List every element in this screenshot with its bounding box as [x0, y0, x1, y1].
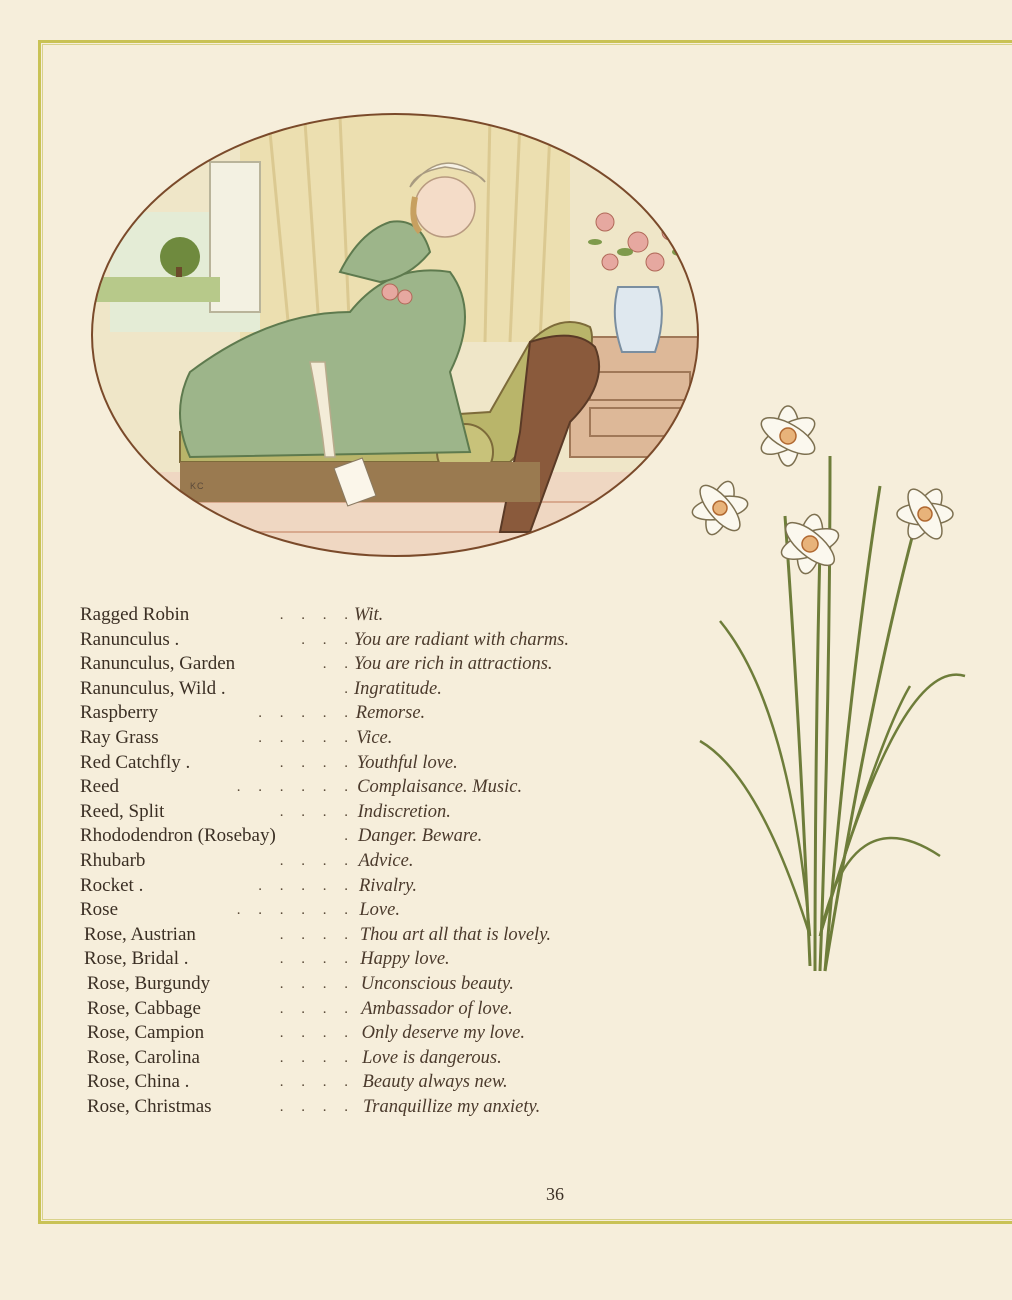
flower-meaning: Unconscious beauty. — [360, 973, 514, 994]
flower-name: Ranunculus, Garden — [80, 653, 236, 675]
dot-leaders: . . . . — [279, 1049, 348, 1066]
list-item — [80, 1095, 680, 1120]
list-item — [80, 701, 680, 726]
flower-name: Red Catchfly . — [80, 751, 191, 773]
list-item — [80, 947, 680, 972]
flower-meaning: Thou art all that is lovely. — [359, 924, 552, 945]
flower-meaning: You are radiant with charms. — [354, 629, 570, 650]
dot-leaders: . . . . . — [258, 877, 348, 894]
dot-leaders: . . . . — [279, 926, 348, 943]
flower-name: Rhubarb — [80, 849, 146, 871]
list-item — [80, 751, 680, 776]
flower-name: Rose, Campion — [87, 1022, 205, 1044]
dot-leaders: . . — [322, 656, 348, 673]
list-item — [80, 800, 680, 825]
dot-leaders: . . . . — [279, 754, 348, 771]
flower-meaning: Ingratitude. — [354, 678, 442, 699]
flower-meaning: Rivalry. — [358, 875, 417, 896]
flower-name: Ranunculus . — [80, 628, 180, 650]
list-item — [80, 898, 680, 923]
flower-name: Rose, Burgundy — [87, 972, 211, 994]
flower-name: Ray Grass — [80, 726, 159, 748]
flower-meaning: Only deserve my love. — [361, 1023, 525, 1044]
flower-name: Rose, Carolina — [87, 1046, 200, 1068]
dot-leaders: . . . . . — [258, 705, 348, 722]
artist-monogram: KC — [190, 481, 205, 491]
reclining-woman-illustration — [90, 112, 700, 558]
flower-name: Reed, Split — [80, 800, 165, 822]
list-item — [80, 849, 680, 874]
page-number: 36 — [546, 1184, 564, 1204]
list-item — [80, 972, 680, 997]
flower-meaning: Danger. Beware. — [358, 826, 483, 847]
dot-leaders: . . . . — [279, 607, 348, 623]
dot-leaders: . . . . . — [258, 729, 348, 746]
flower-meaning: Complaisance. Music. — [357, 777, 523, 798]
flower-name: Rose, Bridal . — [84, 948, 189, 970]
flower-meaning: Tranquillize my anxiety. — [363, 1096, 541, 1117]
narcissus-illustration — [680, 376, 990, 980]
flower-meaning: Remorse. — [355, 703, 426, 724]
list-item — [80, 997, 680, 1022]
flower-name: Ranunculus, Wild . — [80, 677, 226, 699]
flower-name: Rocket . — [80, 874, 144, 896]
list-item — [80, 1070, 680, 1095]
flower-meaning: Happy love. — [360, 949, 450, 970]
dot-leaders: . . . . — [279, 1025, 348, 1042]
flower-name: Rose, Austrian — [84, 923, 196, 945]
dot-leaders: . — [344, 828, 348, 845]
flower-meanings-list — [80, 603, 680, 1119]
dot-leaders: . . . . — [279, 1074, 348, 1091]
flower-meaning: Love is dangerous. — [362, 1047, 502, 1068]
list-item — [80, 775, 680, 800]
flower-name: Rhododendron (Rosebay) — [80, 825, 276, 847]
list-item — [80, 1021, 680, 1046]
dot-leaders: . . . . — [279, 1000, 348, 1017]
dot-leaders: . . . . — [279, 951, 348, 968]
flower-name: Rose — [80, 899, 118, 921]
dot-leaders: . . . . — [279, 803, 348, 820]
dot-leaders: . . . . . . — [236, 779, 348, 796]
flower-name: Rose, China . — [87, 1071, 190, 1093]
flower-meaning: Indiscretion. — [357, 801, 451, 822]
flower-name: Ragged Robin — [80, 604, 190, 625]
flower-meaning: Vice. — [356, 727, 393, 748]
list-item — [80, 726, 680, 751]
list-item — [80, 824, 680, 849]
flower-name: Rose, Cabbage — [87, 997, 201, 1019]
dot-leaders: . . . . — [279, 975, 348, 992]
dot-leaders: . . . . . . — [236, 902, 348, 919]
list-item — [80, 874, 680, 899]
flower-meaning: You are rich in attractions. — [354, 654, 553, 675]
list-item — [80, 923, 680, 948]
dot-leaders: . — [344, 680, 348, 697]
list-item — [80, 628, 680, 653]
flower-meaning: Youthful love. — [356, 752, 458, 773]
flower-meaning: Ambassador of love. — [361, 998, 513, 1019]
flower-meaning: Wit. — [354, 605, 384, 625]
flower-name: Rose, Christmas — [87, 1095, 212, 1117]
list-item — [80, 652, 680, 677]
list-item — [80, 1046, 680, 1071]
flower-meaning: Advice. — [358, 850, 414, 871]
dot-leaders: . . . — [301, 631, 348, 648]
flower-meaning: Love. — [359, 900, 400, 921]
flower-name: Raspberry — [80, 702, 159, 724]
list-item — [80, 677, 680, 702]
dot-leaders: . . . . — [279, 852, 348, 869]
dot-leaders: . . . . — [279, 1098, 348, 1115]
flower-meaning: Beauty always new. — [362, 1072, 508, 1093]
list-item — [80, 603, 680, 628]
flower-name: Reed — [80, 776, 120, 798]
